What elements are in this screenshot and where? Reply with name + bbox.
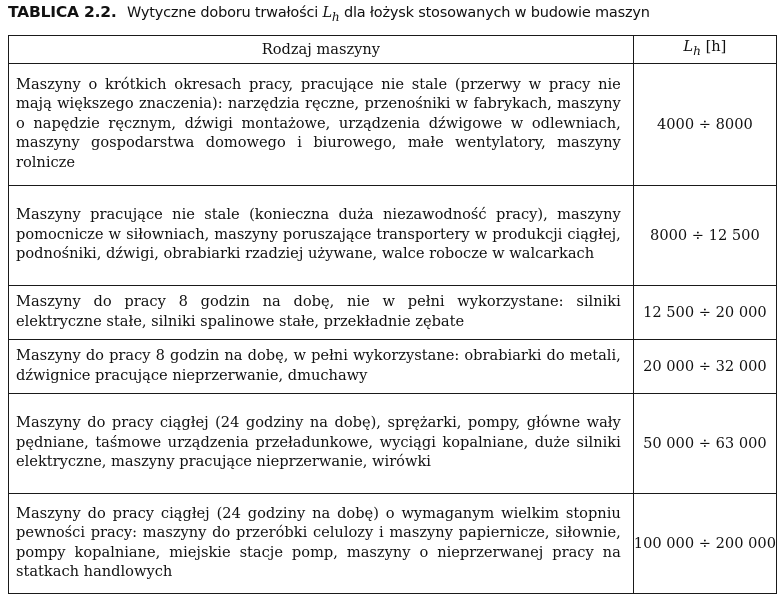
caption-label: TABLICA 2.2. (8, 3, 117, 21)
row-description: Maszyny do pracy ciągłej (24 godziny na dobę), sprężarki, pompy, główne wały pędniane, taśmowe urządzenia przeładunkowe, wyciągi kopalniane, duże silniki elektryczne, maszyny pracujące nieprzerwanie, wirówki (9, 394, 634, 494)
bearing-life-table (8, 35, 777, 594)
row-description: Maszyny do pracy ciągłej (24 godziny na dobę) o wymaganym wielkim stopniu pewności pracy: maszyny do przeróbki celulozy i maszyny papiernicze, siłownie, pompy kopalniane, miejskie stacje pomp, maszyny o nieprzerwanej pracy na statkach handlowych (9, 494, 634, 594)
table-row (9, 340, 777, 394)
caption-symbol (322, 5, 340, 24)
header-life-symbol-base: L (683, 38, 694, 56)
row-description: Maszyny do pracy 8 godzin na dobę, w pełni wykorzystane: obrabiarki do metali, dźwignice pracujące nieprzerwanie, dmuchawy (9, 340, 634, 394)
table-row (9, 186, 777, 286)
table-row (9, 394, 777, 494)
caption-text-after: dla łożysk stosowanych w budowie maszyn (343, 5, 650, 21)
caption-symbol-subscript: h (331, 9, 340, 24)
table-header-row (9, 36, 777, 64)
row-description: Maszyny pracujące nie stale (konieczna duża niezawodność pracy), maszyny pomocnicze w siłowniach, maszyny poruszające transportery w produkcji ciągłej, podnośniki, dźwigi, obrabiarki rzadziej używane, walce robocze w walcarkach (9, 186, 634, 286)
row-life-value: 4000 ÷ 8000 (633, 64, 776, 186)
table-row (9, 286, 777, 340)
header-life-unit: [h] (705, 38, 727, 56)
row-life-value: 8000 ÷ 12 500 (633, 186, 776, 286)
header-life-symbol (683, 38, 701, 59)
caption-symbol-base: L (322, 5, 332, 21)
header-machine-type: Rodzaj maszyny (9, 36, 634, 64)
row-life-value: 50 000 ÷ 63 000 (633, 394, 776, 494)
table-row (9, 494, 777, 594)
row-life-value: 12 500 ÷ 20 000 (633, 286, 776, 340)
row-description: Maszyny do pracy 8 godzin na dobę, nie w pełni wykorzystane: silniki elektryczne stałe, silniki spalinowe stałe, przekładnie zębate (9, 286, 634, 340)
caption-text: Wytyczne doboru trwałości (126, 5, 319, 21)
row-life-value: 20 000 ÷ 32 000 (633, 340, 776, 394)
header-life-hours (633, 36, 776, 64)
table-caption (8, 3, 650, 24)
header-life-symbol-subscript: h (693, 44, 701, 59)
table-row (9, 64, 777, 186)
row-description: Maszyny o krótkich okresach pracy, pracujące nie stale (przerwy w pracy nie mają większego znaczenia): narzędzia ręczne, przenośniki w fabrykach, maszyny o napędzie ręcznym, dźwigi montażowe, urządzenia dźwigowe w odlewniach, maszyny gospodarstwa domowego i biurowego, małe wentylatory, maszyny rolnicze (9, 64, 634, 186)
row-life-value: 100 000 ÷ 200 000 (633, 494, 776, 594)
